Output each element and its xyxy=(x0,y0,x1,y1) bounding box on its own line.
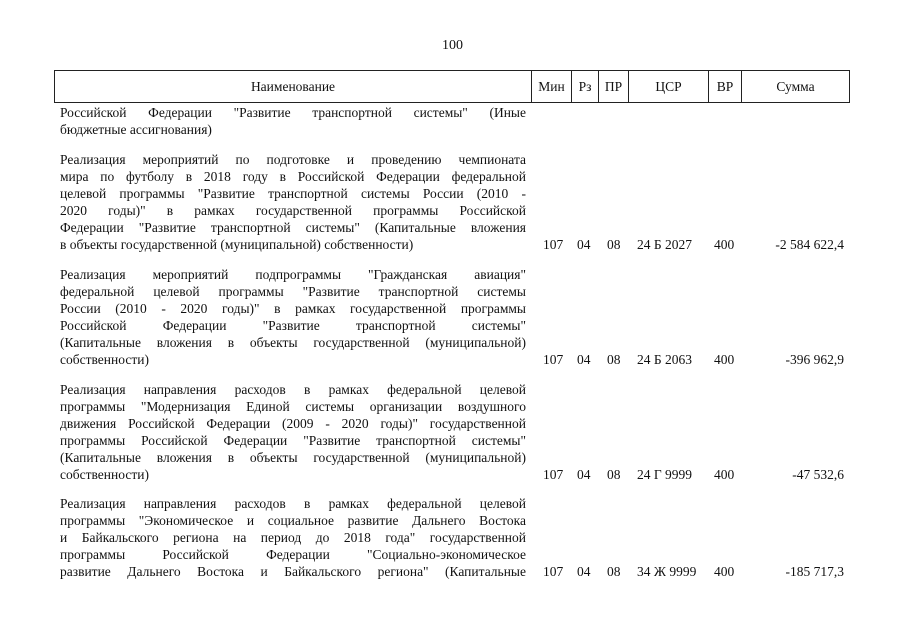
table-row xyxy=(54,495,850,580)
row-line: Реализация мероприятий по подготовке и проведению чемпионата xyxy=(60,152,526,167)
cell-rz: 04 xyxy=(577,564,591,579)
cell-rz: 04 xyxy=(577,237,591,252)
cell-rz: 04 xyxy=(577,467,591,482)
cell-min: 107 xyxy=(543,467,564,482)
column-header-pr: ПР xyxy=(599,71,629,102)
row-name xyxy=(60,104,526,138)
column-header-name: Наименование xyxy=(55,71,532,102)
cell-csr: 24 Б 2063 xyxy=(637,352,693,367)
column-header-rz: Рз xyxy=(572,71,599,102)
row-line: Российской Федерации "Развитие транспортной системы" xyxy=(60,318,526,333)
cell-rz: 04 xyxy=(577,352,591,367)
row-line: Реализация направления расходов в рамках федеральной целевой xyxy=(60,382,526,397)
table-row xyxy=(54,266,850,368)
cell-pr: 08 xyxy=(607,564,621,579)
cell-csr: 24 Г 9999 xyxy=(637,467,693,482)
row-line: в объекты государственной (муниципальной) собственности) xyxy=(60,237,414,252)
row-line: России (2010 - 2020 годы)" в рамках государственной программы xyxy=(60,301,526,316)
table-row xyxy=(54,104,850,138)
cell-sum: -2 584 622,4 xyxy=(775,237,844,252)
table-header xyxy=(54,70,850,103)
column-header-csr: ЦСР xyxy=(629,71,709,102)
cell-csr: 34 Ж 9999 xyxy=(637,564,697,579)
cell-pr: 08 xyxy=(607,467,621,482)
row-line: Федерации "Развитие транспортной системы" (Капитальные вложения xyxy=(60,220,526,235)
table-row xyxy=(54,381,850,483)
row-line: федеральной целевой программы "Развитие транспортной системы xyxy=(60,284,526,299)
cell-vr: 400 xyxy=(714,564,735,579)
row-codes xyxy=(54,563,850,580)
row-line: бюджетные ассигнования) xyxy=(60,122,212,137)
row-line: программы Российской Федерации "Развитие транспортной системы" xyxy=(60,433,526,448)
row-line: программы Российской Федерации "Социально-экономическое xyxy=(60,547,526,562)
row-line: целевой программы "Развитие транспортной системы России (2010 - xyxy=(60,186,526,201)
row-line: 2020 годы)" в рамках государственной программы Российской xyxy=(60,203,526,218)
row-line: развитие Дальнего Востока и Байкальского региона" (Капитальные xyxy=(60,564,526,579)
row-line: и Байкальского региона на период до 2018 года" государственной xyxy=(60,530,526,545)
cell-sum: -396 962,9 xyxy=(785,352,844,367)
cell-vr: 400 xyxy=(714,237,735,252)
cell-min: 107 xyxy=(543,564,564,579)
row-line: мира по футболу в 2018 году в Российской Федерации федеральной xyxy=(60,169,526,184)
row-line: программы "Модернизация Единой системы организации воздушного xyxy=(60,399,526,414)
row-codes xyxy=(54,466,850,483)
row-line: движения Российской Федерации (2009 - 2020 годы)" государственной xyxy=(60,416,526,431)
row-line: (Капитальные вложения в объекты государственной (муниципальной) xyxy=(60,450,526,465)
cell-vr: 400 xyxy=(714,352,735,367)
cell-sum: -185 717,3 xyxy=(785,564,844,579)
row-line: Реализация мероприятий подпрограммы "Гражданская авиация" xyxy=(60,267,526,282)
cell-pr: 08 xyxy=(607,352,621,367)
table-row xyxy=(54,151,850,253)
row-line: Реализация направления расходов в рамках федеральной целевой xyxy=(60,496,526,511)
cell-min: 107 xyxy=(543,237,564,252)
cell-csr: 24 Б 2027 xyxy=(637,237,693,252)
row-line: собственности) xyxy=(60,352,149,367)
column-header-min: Мин xyxy=(532,71,572,102)
row-line: программы "Экономическое и социальное развитие Дальнего Востока xyxy=(60,513,526,528)
cell-sum: -47 532,6 xyxy=(792,467,844,482)
page-number: 100 xyxy=(442,38,463,53)
row-codes xyxy=(54,351,850,368)
column-header-vr: ВР xyxy=(709,71,742,102)
column-header-sum: Сумма xyxy=(776,78,815,94)
row-codes xyxy=(54,236,850,253)
row-line: (Капитальные вложения в объекты государственной (муниципальной) xyxy=(60,335,526,350)
cell-vr: 400 xyxy=(714,467,735,482)
row-line: Российской Федерации "Развитие транспортной системы" (Иные xyxy=(60,105,526,120)
cell-min: 107 xyxy=(543,352,564,367)
row-line: собственности) xyxy=(60,467,149,482)
cell-pr: 08 xyxy=(607,237,621,252)
